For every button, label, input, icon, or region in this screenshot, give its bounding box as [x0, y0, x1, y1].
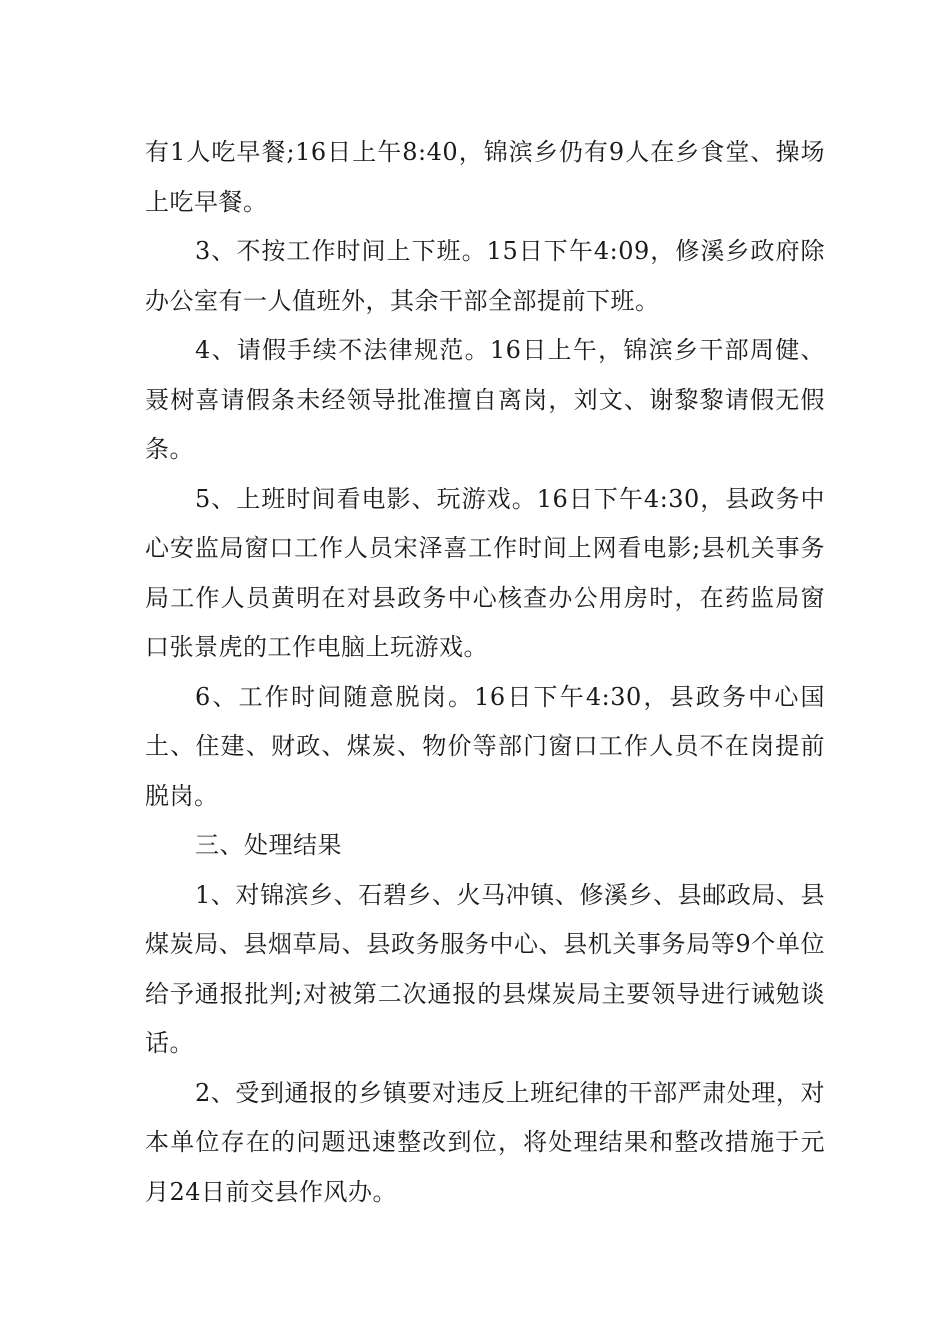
- section-heading-results: 三、处理结果: [195, 831, 342, 859]
- paragraph-result-2: 2、受到通报的乡镇要对违反上班纪律的干部严肃处理，对本单位存在的问题迅速整改到位，将处理结果和整改措施于元月24日前交县作风办。: [145, 1078, 825, 1206]
- paragraph-item-6: 6、工作时间随意脱岗。16日下午4:30，县政务中心国土、住建、财政、煤炭、物价等部门窗口工作人员不在岗提前脱岗。: [145, 682, 825, 810]
- paragraph-result-1: 1、对锦滨乡、石碧乡、火马冲镇、修溪乡、县邮政局、县煤炭局、县烟草局、县政务服务中心、县机关事务局等9个单位给予通报批判;对被第二次通报的县煤炭局主要领导进行诫勉谈话。: [145, 880, 825, 1057]
- paragraph-item-4: 4、请假手续不法律规范。16日上午，锦滨乡干部周健、聂树喜请假条未经领导批准擅自离岗，刘文、谢黎黎请假无假条。: [145, 336, 825, 463]
- document-body: [145, 128, 825, 1217]
- paragraph-item-5: 5、上班时间看电影、玩游戏。16日下午4:30，县政务中心安监局窗口工作人员宋泽喜工作时间上网看电影;县机关事务局工作人员黄明在对县政务中心核查办公用房时，在药监局窗口张景虎的工作电脑上玩游戏。: [145, 484, 825, 661]
- paragraph-continuation: 有1人吃早餐;16日上午8:40，锦滨乡仍有9人在乡食堂、操场上吃早餐。: [145, 138, 825, 216]
- paragraph-item-3: 3、不按工作时间上下班。15日下午4:09，修溪乡政府除办公室有一人值班外，其余干部全部提前下班。: [145, 237, 825, 315]
